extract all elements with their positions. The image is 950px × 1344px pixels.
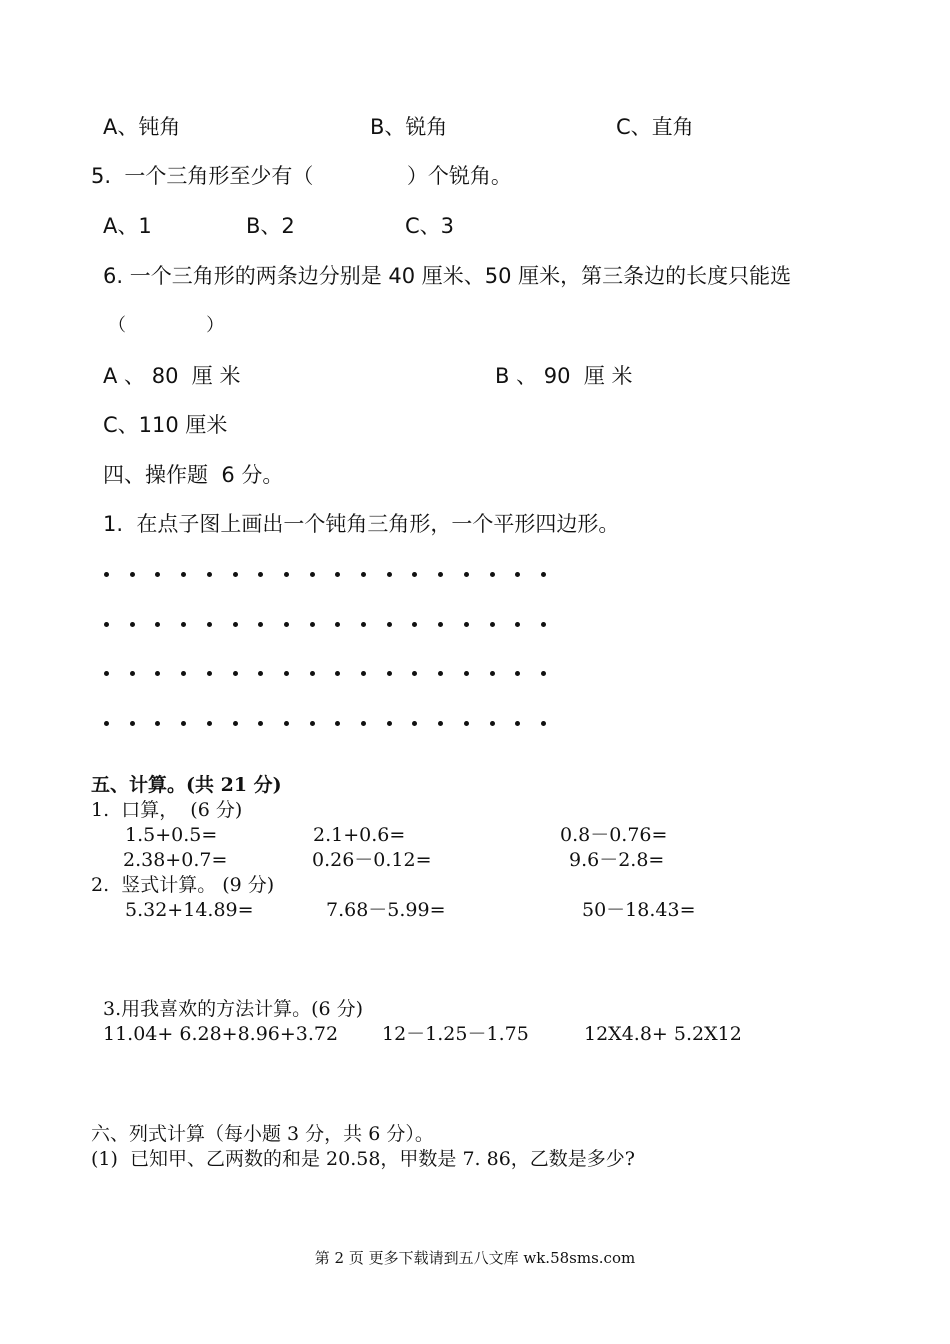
grid-dot: [335, 622, 340, 627]
q4-option-b: B、锐角: [370, 115, 448, 139]
grid-dot: [490, 721, 495, 726]
grid-dot: [310, 721, 315, 726]
calc-item: 0.26－0.12=: [312, 849, 432, 871]
q6-option-b: B 、 90 厘 米: [495, 364, 633, 388]
grid-dot: [541, 572, 546, 577]
grid-dot: [233, 671, 238, 676]
calc-item: 0.8－0.76=: [560, 824, 668, 846]
grid-dot: [361, 721, 366, 726]
q6-option-c: C、110 厘米: [103, 413, 228, 437]
grid-dot: [233, 572, 238, 577]
grid-dot: [515, 622, 520, 627]
calc-item: 5.32+14.89=: [125, 899, 254, 921]
grid-dot: [104, 572, 109, 577]
section5-title: 五、计算。(共 21 分): [91, 774, 282, 796]
q4-option-c: C、直角: [616, 115, 694, 139]
section6-q1: (1) 已知甲、乙两数的和是 20.58，甲数是 7. 86，乙数是多少?: [91, 1148, 635, 1170]
grid-dot: [181, 572, 186, 577]
grid-dot: [130, 572, 135, 577]
grid-dot: [361, 671, 366, 676]
grid-dot: [284, 622, 289, 627]
grid-dot: [207, 622, 212, 627]
grid-dot: [155, 622, 160, 627]
grid-dot: [181, 671, 186, 676]
grid-dot: [361, 622, 366, 627]
grid-dot: [387, 721, 392, 726]
section6-title: 六、列式计算（每小题 3 分，共 6 分）。: [91, 1123, 434, 1145]
grid-dot: [335, 572, 340, 577]
grid-dot: [310, 671, 315, 676]
grid-dot: [181, 622, 186, 627]
grid-dot: [155, 671, 160, 676]
grid-dot: [335, 671, 340, 676]
q6-stem: 6. 一个三角形的两条边分别是 40 厘米、50 厘米，第三条边的长度只能选: [103, 264, 792, 288]
grid-dot: [181, 721, 186, 726]
grid-dot: [490, 671, 495, 676]
grid-dot: [258, 572, 263, 577]
grid-dot: [207, 572, 212, 577]
grid-dot: [490, 572, 495, 577]
grid-dot: [515, 721, 520, 726]
grid-dot: [541, 721, 546, 726]
calc-item: 1.5+0.5=: [125, 824, 218, 846]
calc-item: 11.04+ 6.28+8.96+3.72: [103, 1023, 339, 1045]
calc-item: 9.6－2.8=: [569, 849, 665, 871]
grid-dot: [284, 671, 289, 676]
section4-title: 四、操作题 6 分。: [103, 463, 284, 487]
grid-dot: [541, 622, 546, 627]
grid-dot: [335, 721, 340, 726]
grid-dot: [464, 622, 469, 627]
grid-dot: [412, 721, 417, 726]
grid-dot: [284, 721, 289, 726]
grid-dot: [104, 721, 109, 726]
grid-dot: [361, 572, 366, 577]
grid-dot: [104, 671, 109, 676]
grid-dot: [258, 622, 263, 627]
grid-dot: [438, 671, 443, 676]
grid-dot: [412, 572, 417, 577]
grid-dot: [284, 572, 289, 577]
grid-dot: [515, 671, 520, 676]
grid-dot: [310, 572, 315, 577]
grid-dot: [464, 671, 469, 676]
grid-dot: [130, 622, 135, 627]
grid-dot: [387, 622, 392, 627]
grid-dot: [387, 572, 392, 577]
grid-dot: [438, 721, 443, 726]
grid-dot: [258, 671, 263, 676]
grid-dot: [233, 622, 238, 627]
grid-dot: [490, 622, 495, 627]
grid-dot: [155, 721, 160, 726]
grid-dot: [464, 721, 469, 726]
grid-dot: [130, 671, 135, 676]
grid-dot: [155, 572, 160, 577]
section4-q1: 1. 在点子图上画出一个钝角三角形，一个平形四边形。: [103, 512, 620, 536]
q6-blank: （ ）: [108, 315, 225, 336]
grid-dot: [130, 721, 135, 726]
q5-option-c: C、3: [405, 214, 455, 238]
grid-dot: [258, 721, 263, 726]
grid-dot: [207, 671, 212, 676]
section5-q3-title: 3.用我喜欢的方法计算。(6 分): [103, 998, 364, 1020]
q6-option-a: A 、 80 厘 米: [103, 364, 241, 388]
grid-dot: [464, 572, 469, 577]
calc-item: 12X4.8+ 5.2X12: [584, 1023, 742, 1045]
grid-dot: [387, 671, 392, 676]
q5-stem: 5. 一个三角形至少有（ ）个锐角。: [91, 164, 512, 188]
calc-item: 2.1+0.6=: [313, 824, 406, 846]
section5-q1-title: 1. 口算， (6 分): [91, 799, 243, 821]
grid-dot: [541, 671, 546, 676]
grid-dot: [412, 671, 417, 676]
q5-option-a: A、1: [103, 214, 152, 238]
page-footer: 第 2 页 更多下载请到五八文库 wk.58sms.com: [314, 1249, 636, 1267]
q5-option-b: B、2: [246, 214, 295, 238]
grid-dot: [104, 622, 109, 627]
grid-dot: [438, 622, 443, 627]
grid-dot: [233, 721, 238, 726]
grid-dot: [438, 572, 443, 577]
q4-option-a: A、钝角: [103, 115, 181, 139]
grid-dot: [412, 622, 417, 627]
calc-item: 2.38+0.7=: [123, 849, 228, 871]
calc-item: 50－18.43=: [582, 899, 696, 921]
calc-item: 7.68－5.99=: [326, 899, 446, 921]
grid-dot: [310, 622, 315, 627]
grid-dot: [515, 572, 520, 577]
calc-item: 12－1.25－1.75: [382, 1023, 529, 1045]
grid-dot: [207, 721, 212, 726]
section5-q2-title: 2. 竖式计算。 (9 分): [91, 874, 275, 896]
